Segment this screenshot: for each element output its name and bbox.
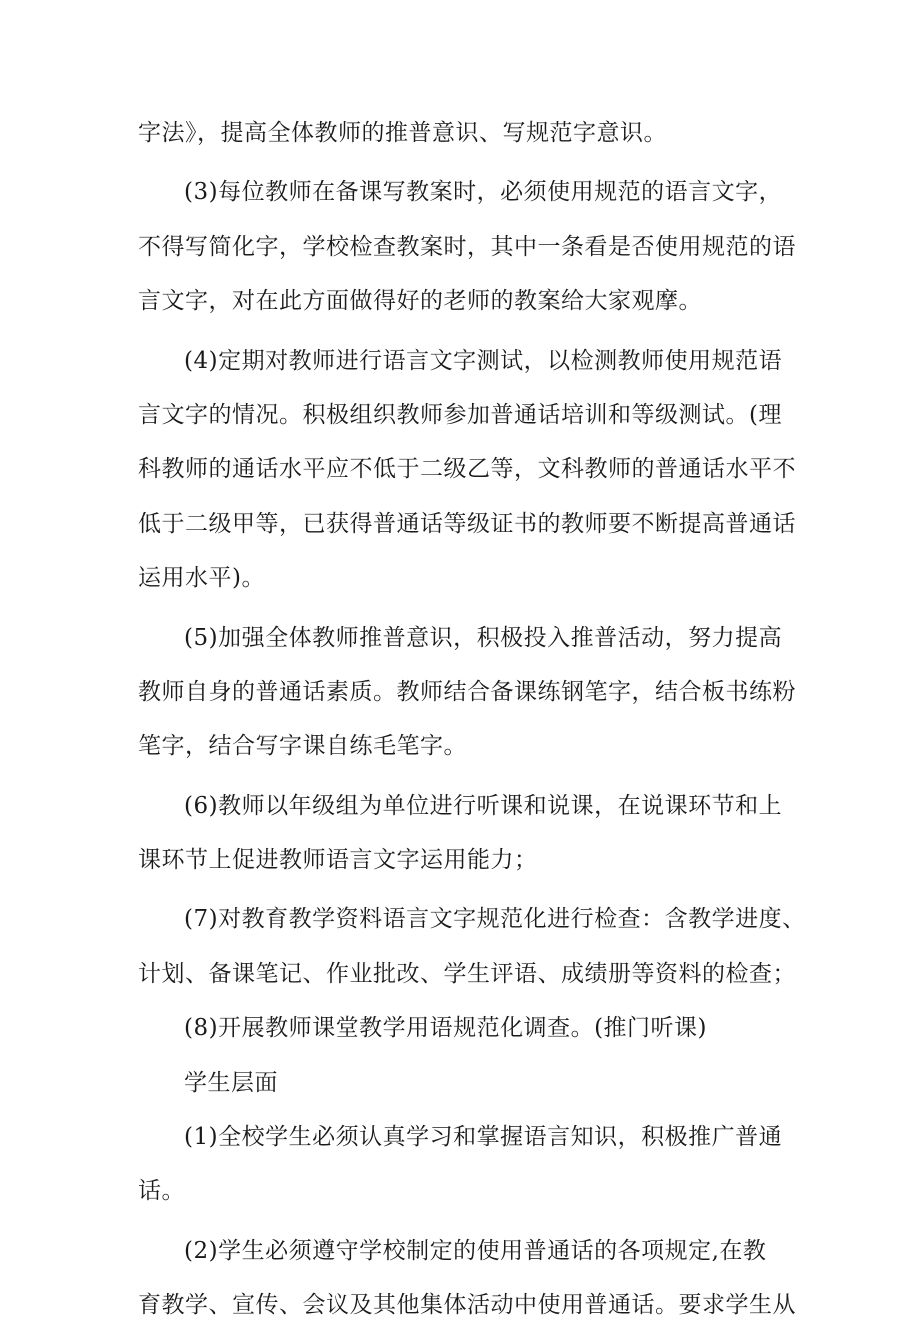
text-line: 教师自身的普通话素质。教师结合备课练钢笔字，结合板书练粉 <box>138 678 796 705</box>
text-line: 不得写简化字，学校检查教案时，其中一条看是否使用规范的语 <box>138 233 796 260</box>
text-line: 笔字，结合写字课自练毛笔字。 <box>138 733 467 760</box>
text-line: (2)学生必须遵守学校制定的使用普通话的各项规定,在教 <box>184 1237 767 1264</box>
text-line: (8)开展教师课堂教学用语规范化调查。(推门听课) <box>184 1015 708 1042</box>
paragraph <box>138 1001 798 1055</box>
text-line: 话。 <box>138 1178 185 1205</box>
paragraph <box>138 334 798 606</box>
paragraph <box>138 779 798 888</box>
text-line: 计划、备课笔记、作业批改、学生评语、成绩册等资料的检查； <box>138 960 796 987</box>
text-line: 科教师的通话水平应不低于二级乙等，文科教师的普通话水平不 <box>138 456 796 483</box>
text-line: (7)对教育教学资料语言文字规范化进行检查：含教学进度、 <box>184 906 806 933</box>
text-line: 运用水平)。 <box>138 565 265 592</box>
document-page <box>138 106 806 1333</box>
paragraph <box>138 165 798 328</box>
paragraph <box>138 892 806 1001</box>
text-line: 学生层面 <box>184 1069 278 1096</box>
paragraph <box>138 1110 798 1219</box>
text-line: 课环节上促进教师语言文字运用能力； <box>138 847 538 874</box>
section-heading <box>138 1056 798 1110</box>
text-line: 言文字，对在此方面做得好的老师的教案给大家观摩。 <box>138 288 702 315</box>
text-line: (3)每位教师在备课写教案时，必须使用规范的语言文字， <box>184 179 783 206</box>
text-line: (5)加强全体教师推普意识，积极投入推普活动，努力提高 <box>184 624 783 651</box>
paragraph <box>138 106 798 160</box>
text-line: (1)全校学生必须认真学习和掌握语言知识，积极推广普通 <box>184 1124 783 1151</box>
text-line: 低于二级甲等，已获得普通话等级证书的教师要不断提高普通话 <box>138 510 796 537</box>
text-line: (6)教师以年级组为单位进行听课和说课，在说课环节和上 <box>184 792 783 819</box>
text-line: 字法》，提高全体教师的推普意识、写规范字意识。 <box>138 120 667 146</box>
text-line: 言文字的情况。积极组织教师参加普通话培训和等级测试。(理 <box>138 401 782 428</box>
text-line: 育教学、宣传、会议及其他集体活动中使用普通话。要求学生从 <box>138 1292 796 1319</box>
text-line: (4)定期对教师进行语言文字测试，以检测教师使用规范语 <box>184 347 783 374</box>
paragraph <box>138 611 798 774</box>
paragraph <box>138 1224 798 1333</box>
